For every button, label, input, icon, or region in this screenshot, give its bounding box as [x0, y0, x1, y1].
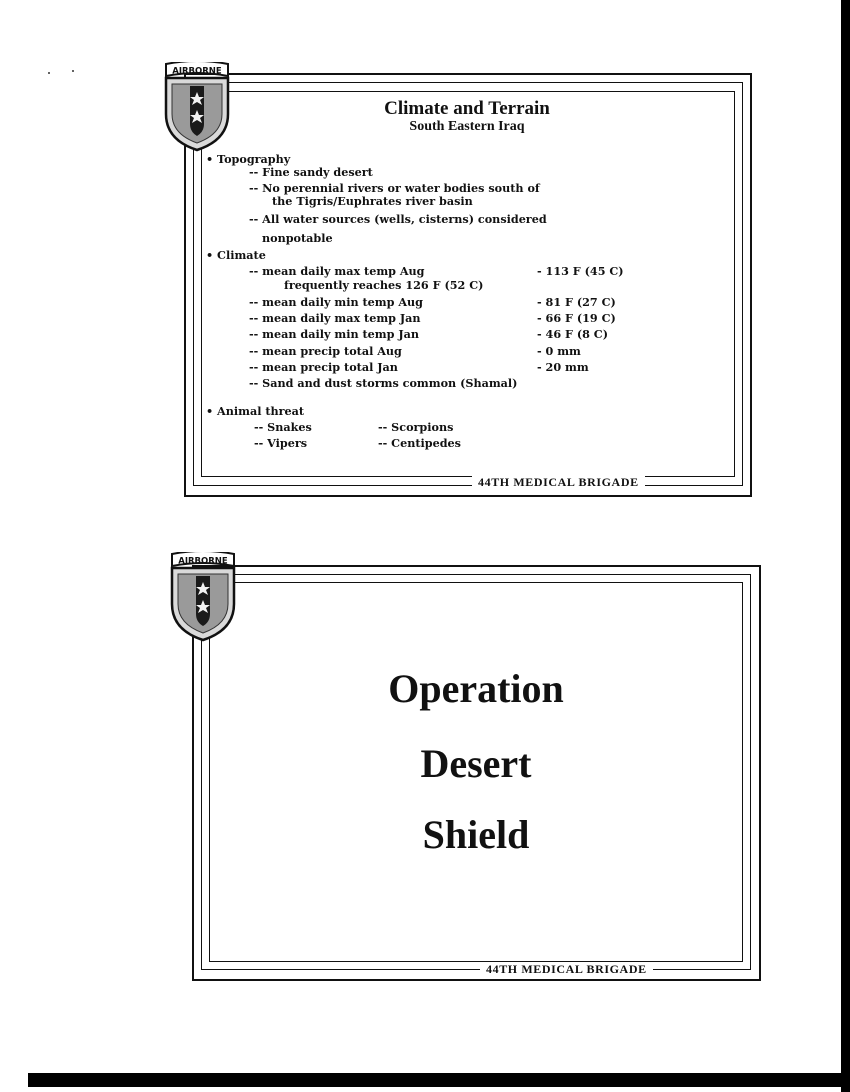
bullet-animal-threat: • Animal threat: [206, 404, 305, 418]
climate-label: -- mean daily min temp Aug: [249, 295, 423, 309]
animal-item: -- Scorpions: [378, 420, 454, 434]
climate-label: frequently reaches 126 F (52 C): [284, 278, 484, 292]
scan-edge-right: [841, 0, 850, 1092]
climate-value: - 81 F (27 C): [537, 295, 616, 309]
airborne-tab-text: AIRBORNE: [172, 66, 222, 77]
climate-label: -- mean precip total Aug: [249, 344, 402, 358]
headline-line-3: Shield: [422, 812, 530, 857]
climate-label: -- mean daily max temp Aug: [249, 264, 425, 278]
climate-value: - 66 F (19 C): [537, 311, 616, 325]
climate-value: - 46 F (8 C): [537, 327, 609, 341]
slide-footer: 44TH MEDICAL BRIGADE: [480, 962, 653, 977]
climate-label: -- mean daily max temp Jan: [249, 311, 421, 325]
airborne-tab-text: AIRBORNE: [178, 556, 228, 567]
animal-item: -- Vipers: [254, 436, 308, 450]
list-item: -- All water sources (wells, cisterns) considered: [249, 212, 547, 226]
list-item: nonpotable: [262, 231, 333, 245]
list-item: -- Fine sandy desert: [249, 165, 373, 179]
climate-label: -- mean precip total Jan: [249, 360, 398, 374]
headline-line-1: Operation: [388, 666, 564, 711]
climate-label: -- mean daily min temp Jan: [249, 327, 420, 341]
headline-line-2: Desert: [420, 741, 532, 786]
airborne-patch-icon: [166, 552, 240, 644]
climate-label: -- Sand and dust storms common (Shamal): [249, 376, 518, 390]
list-item: the Tigris/Euphrates river basin: [272, 194, 473, 208]
climate-value: - 0 mm: [537, 344, 581, 358]
climate-value: - 113 F (45 C): [537, 264, 624, 278]
scan-speck: [72, 70, 74, 72]
bullet-climate: • Climate: [206, 248, 266, 262]
scan-speck: [48, 72, 50, 74]
climate-value: - 20 mm: [537, 360, 589, 374]
slide-title: Climate and Terrain: [384, 98, 550, 119]
scan-edge-bottom: [28, 1073, 850, 1087]
slide-subtitle: South Eastern Iraq: [409, 119, 525, 134]
list-item: -- No perennial rivers or water bodies south of: [249, 181, 540, 195]
bullet-topography: • Topography: [206, 152, 291, 166]
slide-footer: 44TH MEDICAL BRIGADE: [472, 475, 645, 490]
animal-item: -- Snakes: [254, 420, 312, 434]
animal-item: -- Centipedes: [378, 436, 461, 450]
